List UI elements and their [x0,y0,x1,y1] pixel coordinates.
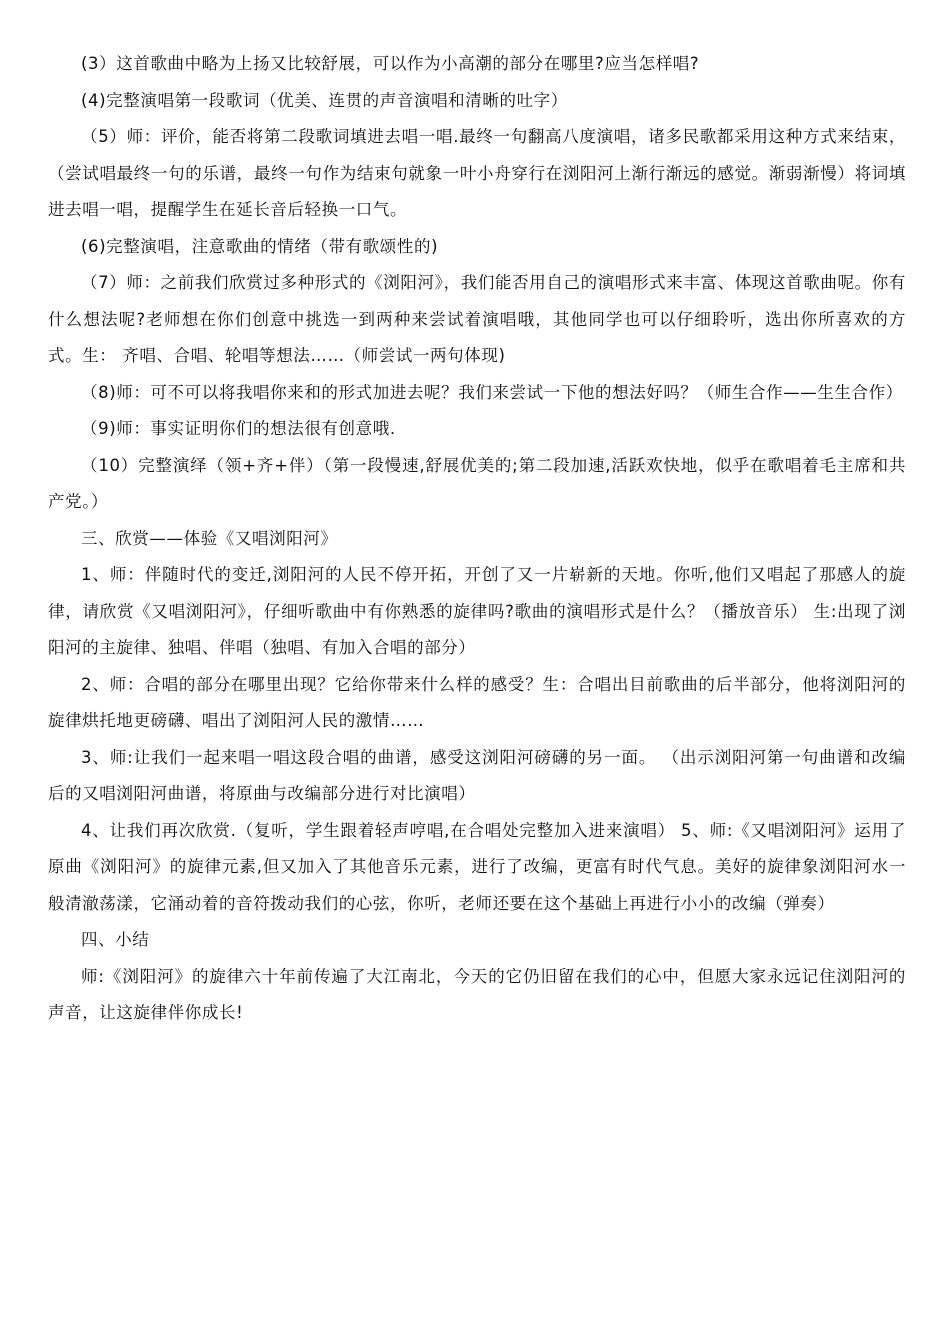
paragraph-item-10: （10）完整演绎（领+齐+伴）（第一段慢速,舒展优美的;第二段加速,活跃欢快地，似乎在歌唱着毛主席和共产党。） [48,455,906,511]
section-heading-summary: 四、小结 [81,930,150,949]
paragraph-item-9: （9)师：事实证明你们的想法很有创意哦. [81,419,396,438]
paragraph-appreciation-3: 3、师:让我们一起来唱一唱这段合唱的曲谱，感受这浏阳河磅礴的另一面。 （出示浏阳河第一句曲谱和改编后的又唱浏阳河曲谱，将原曲与改编部分进行对比演唱） [48,747,906,803]
paragraph-appreciation-2: 2、师：合唱的部分在哪里出现？它给你带来什么样的感受？生：合唱出目前歌曲的后半部分，他将浏阳河的旋律烘托地更磅礴、唱出了浏阳河人民的激情…… [48,674,906,730]
paragraph-appreciation-1: 1、师：伴随时代的变迁,浏阳河的人民不停开拓，开创了又一片崭新的天地。你听,他们又唱起了那感人的旋律，请欣赏《又唱浏阳河》，仔细听歌曲中有你熟悉的旋律吗?歌曲的演唱形式是什么？（播放音乐） 生:出现了浏阳河的主旋律、独唱、伴唱（独唱、有加入合唱的部分） [48,565,906,657]
paragraph-item-8: （8)师：可不可以将我唱你来和的形式加进去呢？我们来尝试一下他的想法好吗？（师生合作——生生合作） [81,382,903,402]
paragraph-appreciation-4-5: 4、让我们再次欣赏.（复听，学生跟着轻声哼唱,在合唱处完整加入进来演唱） 5、师:《又唱浏阳河》运用了原曲《浏阳河》的旋律元素,但又加入了其他音乐元素，进行了改编，更富有时代气息。美好的旋律象浏阳河水一般清澈荡漾，它涌动着的音符拨动我们的心弦，你听，老师还要在这个基础上再进行小小的改编（弹奏） [48,820,906,913]
paragraph-item-4: (4)完整演唱第一段歌词（优美、连贯的声音演唱和清晰的吐字） [81,90,568,110]
paragraph-item-6: (6)完整演唱，注意歌曲的情绪（带有歌颂性的) [81,236,439,256]
section-heading-appreciation: 三、欣赏——体验《又唱浏阳河》 [81,528,338,548]
paragraph-item-5: （5）师：评价，能否将第二段歌词填进去唱一唱.最终一句翻高八度演唱，诸多民歌都采用这种方式来结束，（尝试唱最终一句的乐谱，最终一句作为结束句就象一叶小舟穿行在浏阳河上渐行渐远的感觉。渐弱渐慢）将词填进去唱一唱，提醒学生在延长音后轻换一口气。 [48,127,906,219]
paragraph-item-3: (3）这首歌曲中略为上扬又比较舒展，可以作为小高潮的部分在哪里?应当怎样唱? [81,54,700,73]
paragraph-summary: 师:《浏阳河》的旋律六十年前传遍了大江南北，今天的它仍旧留在我们的心中，但愿大家永远记住浏阳河的声音，让这旋律伴你成长! [48,966,906,1022]
paragraph-item-7: （7）师：之前我们欣赏过多种形式的《浏阳河》，我们能否用自己的演唱形式来丰富、体现这首歌曲呢。你有什么想法呢?老师想在你们创意中挑选一到两种来尝试着演唱哦，其他同学也可以仔细聆听，选出你所喜欢的方式。生： 齐唱、合唱、轮唱等想法……（师尝试一两句体现) [48,273,906,365]
